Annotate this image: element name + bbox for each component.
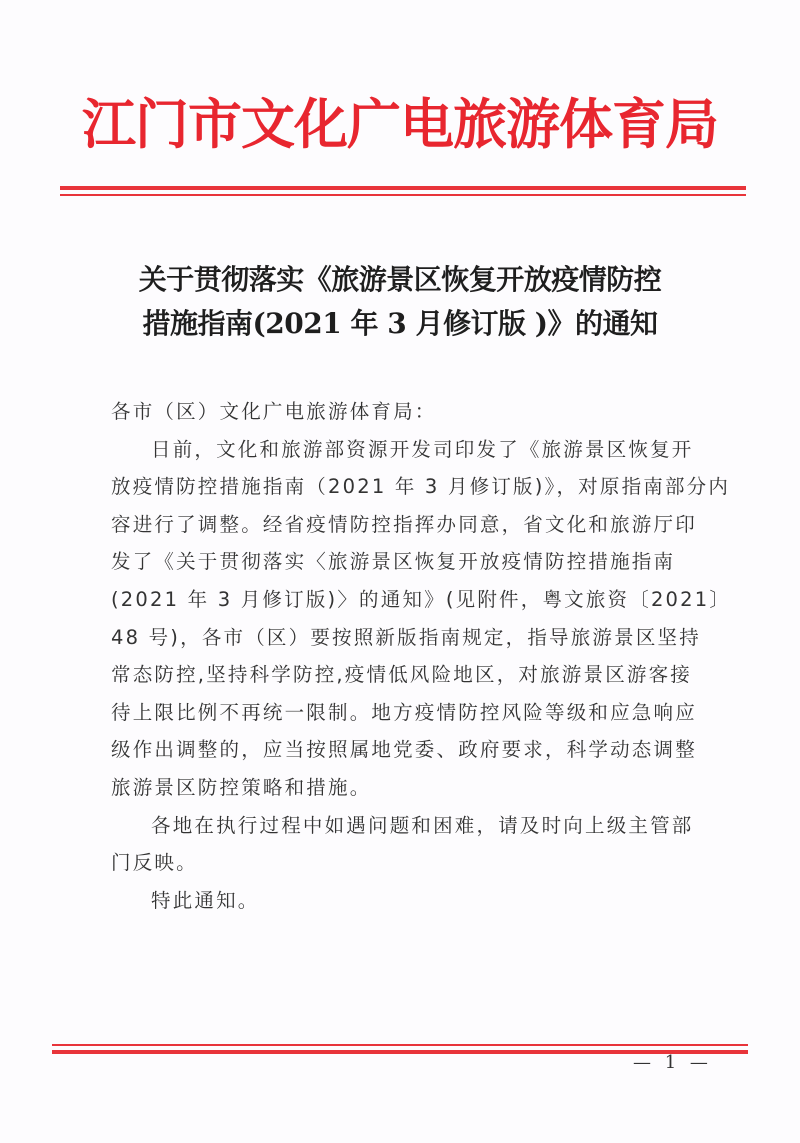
body-line: 48 号)，各市（区）要按照新版指南规定，指导旅游景区坚持 [111,625,701,649]
body-line: 门反映。 [111,851,198,875]
body-line: (2021 年 3 月修订版)〉的通知》(见附件，粤文旅资〔2021〕 [111,587,732,611]
body-line: 级作出调整的，应当按照属地党委、政府要求，科学动态调整 [111,738,697,762]
footer-rule-thin [52,1044,748,1046]
body-line: 发了《关于贯彻落实〈旅游景区恢复开放疫情防控措施指南 [111,550,676,574]
header-rule-thin [60,194,746,196]
body-line: 待上限比例不再统一限制。地方疫情防控风险等级和应急响应 [111,700,697,724]
title-line-1: 关于贯彻落实《旅游景区恢复开放疫情防控 [138,263,662,296]
page-number: — 1 — [633,1052,712,1073]
body-line: 容进行了调整。经省疫情防控指挥办同意，省文化和旅游厅印 [111,512,697,536]
body-line: 各地在执行过程中如遇问题和困难，请及时向上级主管部 [151,813,694,837]
body-line: 旅游景区防控策略和措施。 [111,775,372,799]
closing: 特此通知。 [151,888,260,912]
issuer-masthead: 江门市文化广电旅游体育局 [82,92,718,156]
header-rule-thick [60,186,746,190]
body-line: 常态防控,坚持科学防控,疫情低风险地区，对旅游景区游客接 [111,663,692,687]
body-line: 日前，文化和旅游部资源开发司印发了《旅游景区恢复开 [151,437,694,461]
body-line: 放疫情防控措施指南（2021 年 3 月修订版)》，对原指南部分内 [111,475,731,499]
title-line-2: 措施指南(2021 年 3 月修订版 )》的通知 [142,307,658,340]
salutation: 各市（区）文化广电旅游体育局： [111,400,437,423]
document-body [111,393,732,919]
document-title [80,258,720,346]
